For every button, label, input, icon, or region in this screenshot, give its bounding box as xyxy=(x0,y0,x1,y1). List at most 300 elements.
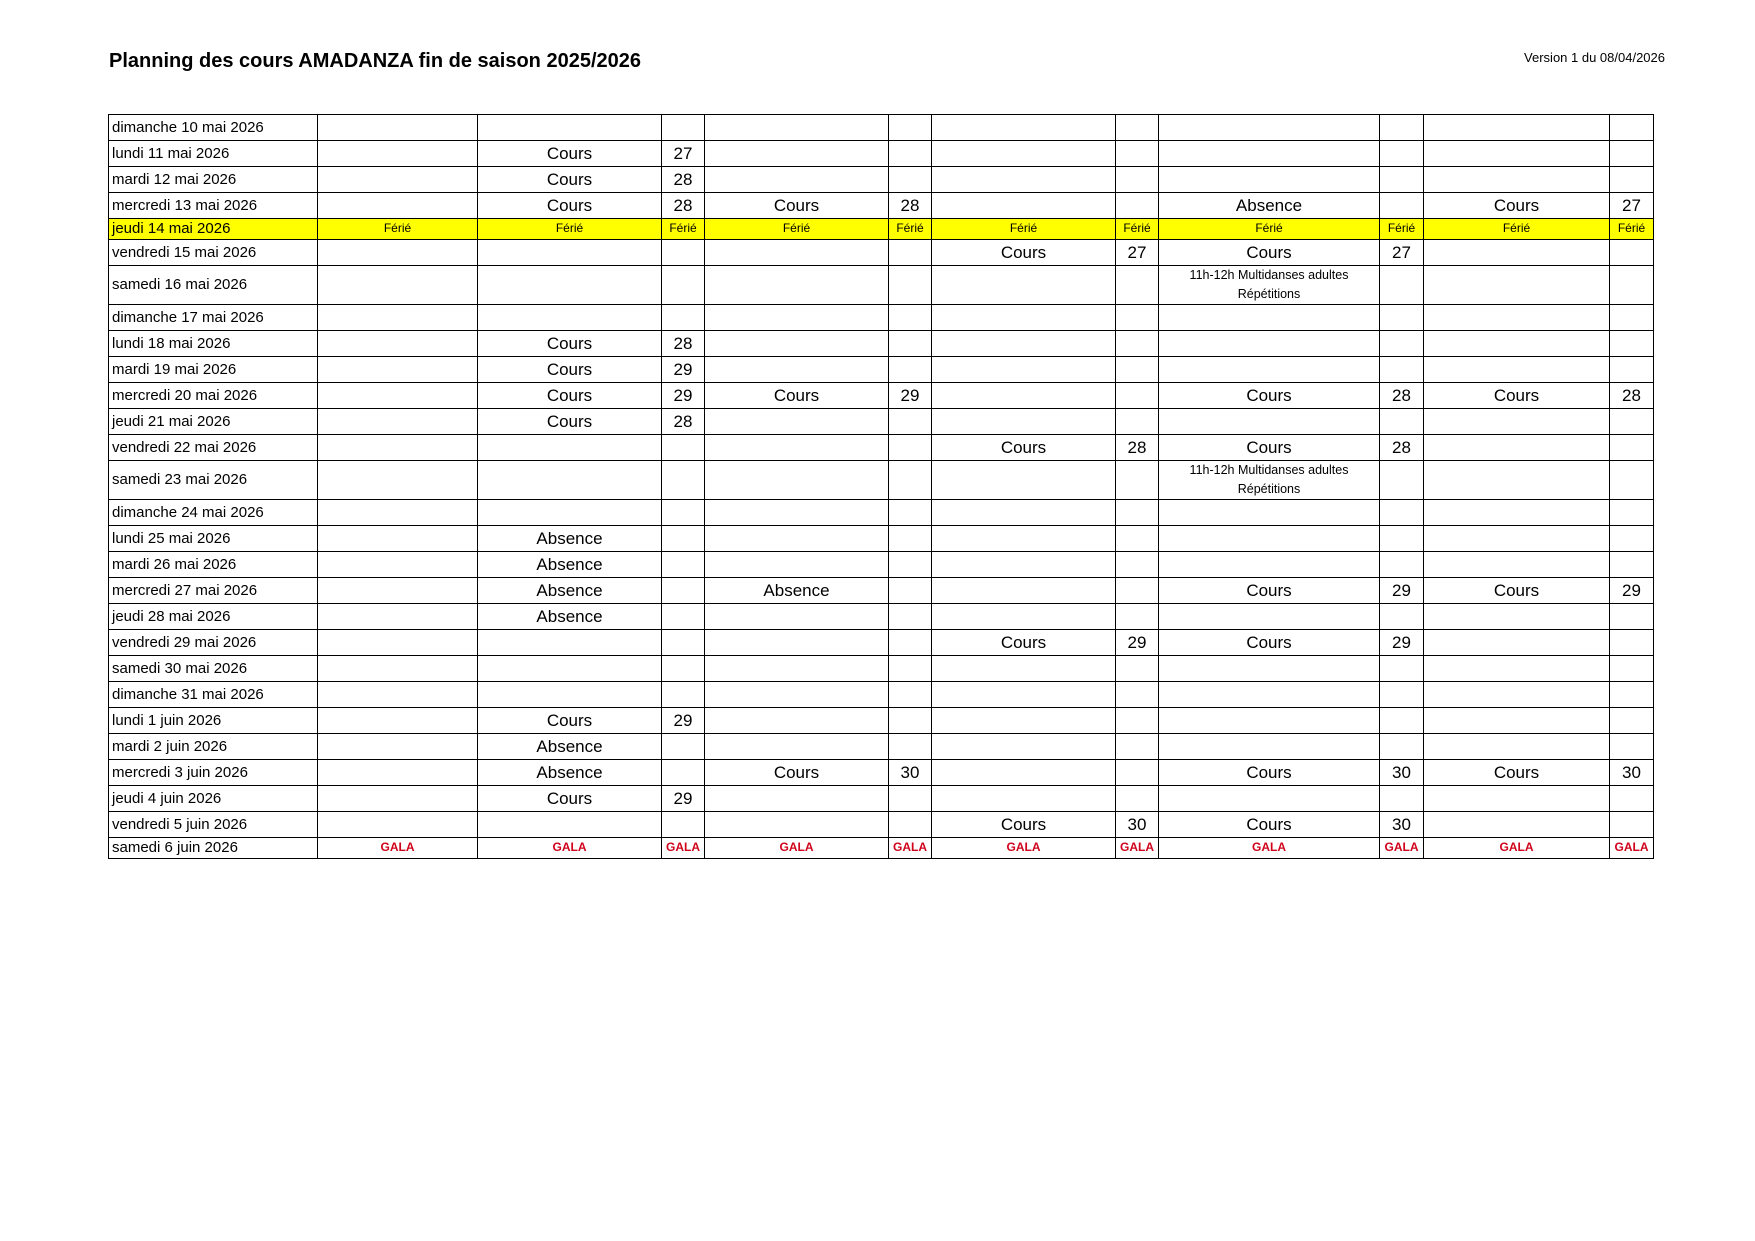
schedule-cell xyxy=(889,552,932,578)
schedule-cell xyxy=(932,409,1116,435)
date-cell: jeudi 14 mai 2026 xyxy=(109,219,318,240)
schedule-cell xyxy=(1116,167,1159,193)
schedule-cell: Cours xyxy=(1159,435,1380,461)
schedule-cell: Cours xyxy=(478,193,662,219)
schedule-cell: Cours xyxy=(705,760,889,786)
schedule-cell: 27 xyxy=(1116,240,1159,266)
schedule-cell xyxy=(932,500,1116,526)
schedule-cell xyxy=(889,461,932,500)
schedule-cell: 28 xyxy=(662,193,705,219)
schedule-cell xyxy=(1610,682,1654,708)
schedule-cell xyxy=(705,435,889,461)
schedule-cell: 27 xyxy=(1610,193,1654,219)
schedule-cell xyxy=(705,357,889,383)
schedule-cell xyxy=(1424,167,1610,193)
schedule-cell: 30 xyxy=(1116,812,1159,838)
schedule-cell xyxy=(932,357,1116,383)
schedule-cell xyxy=(478,500,662,526)
schedule-cell: 28 xyxy=(662,167,705,193)
schedule-cell xyxy=(662,604,705,630)
schedule-cell xyxy=(705,115,889,141)
schedule-cell: 11h-12h Multidanses adultes Répétitions xyxy=(1159,266,1380,305)
schedule-cell xyxy=(932,167,1116,193)
date-cell: dimanche 24 mai 2026 xyxy=(109,500,318,526)
table-row xyxy=(109,240,1654,266)
table-row xyxy=(109,578,1654,604)
schedule-cell xyxy=(705,266,889,305)
schedule-cell xyxy=(889,115,932,141)
schedule-cell xyxy=(932,760,1116,786)
schedule-cell xyxy=(318,656,478,682)
schedule-cell xyxy=(1116,552,1159,578)
schedule-cell xyxy=(1380,461,1424,500)
schedule-cell: Cours xyxy=(932,630,1116,656)
page-title: Planning des cours AMADANZA fin de saison 2025/2026 xyxy=(109,50,641,72)
schedule-cell: GALA xyxy=(1159,838,1380,859)
schedule-cell: 29 xyxy=(1380,578,1424,604)
schedule-cell xyxy=(889,305,932,331)
schedule-cell xyxy=(1159,331,1380,357)
schedule-cell xyxy=(318,708,478,734)
schedule-cell xyxy=(1424,812,1610,838)
date-cell: mardi 26 mai 2026 xyxy=(109,552,318,578)
schedule-cell xyxy=(1159,357,1380,383)
schedule-cell xyxy=(1424,331,1610,357)
schedule-cell: Absence xyxy=(478,526,662,552)
schedule-cell xyxy=(1380,734,1424,760)
schedule-cell xyxy=(1159,604,1380,630)
schedule-cell xyxy=(478,266,662,305)
schedule-cell xyxy=(1610,708,1654,734)
schedule-cell xyxy=(1380,357,1424,383)
schedule-cell: Absence xyxy=(1159,193,1380,219)
date-cell: samedi 30 mai 2026 xyxy=(109,656,318,682)
schedule-cell xyxy=(662,656,705,682)
schedule-cell xyxy=(1380,500,1424,526)
schedule-cell xyxy=(318,409,478,435)
schedule-cell xyxy=(1424,604,1610,630)
schedule-cell xyxy=(1424,409,1610,435)
table-row xyxy=(109,604,1654,630)
schedule-cell: Cours xyxy=(478,167,662,193)
schedule-cell: Cours xyxy=(932,435,1116,461)
schedule-cell xyxy=(1116,760,1159,786)
schedule-cell: 28 xyxy=(889,193,932,219)
schedule-body xyxy=(109,115,1654,859)
schedule-cell xyxy=(662,240,705,266)
table-row xyxy=(109,167,1654,193)
schedule-cell: Absence xyxy=(478,552,662,578)
date-cell: mercredi 20 mai 2026 xyxy=(109,383,318,409)
schedule-cell xyxy=(705,812,889,838)
schedule-cell xyxy=(1424,786,1610,812)
schedule-cell xyxy=(932,656,1116,682)
schedule-cell: GALA xyxy=(889,838,932,859)
schedule-cell: 30 xyxy=(1380,812,1424,838)
date-cell: mercredi 27 mai 2026 xyxy=(109,578,318,604)
schedule-cell xyxy=(1116,656,1159,682)
schedule-cell: Férié xyxy=(1380,219,1424,240)
schedule-cell: 27 xyxy=(662,141,705,167)
schedule-cell xyxy=(318,193,478,219)
schedule-cell xyxy=(478,812,662,838)
version-label: Version 1 du 08/04/2026 xyxy=(1524,50,1665,65)
date-cell: samedi 23 mai 2026 xyxy=(109,461,318,500)
schedule-cell: 29 xyxy=(1116,630,1159,656)
schedule-cell xyxy=(1380,409,1424,435)
table-row xyxy=(109,526,1654,552)
schedule-cell xyxy=(1610,526,1654,552)
schedule-cell xyxy=(705,500,889,526)
schedule-cell xyxy=(1159,409,1380,435)
table-row xyxy=(109,682,1654,708)
schedule-cell xyxy=(318,167,478,193)
schedule-cell xyxy=(1424,266,1610,305)
schedule-cell xyxy=(889,812,932,838)
schedule-cell: GALA xyxy=(478,838,662,859)
date-cell: mardi 12 mai 2026 xyxy=(109,167,318,193)
schedule-cell xyxy=(889,435,932,461)
date-cell: jeudi 28 mai 2026 xyxy=(109,604,318,630)
schedule-cell xyxy=(662,500,705,526)
schedule-cell xyxy=(1159,115,1380,141)
schedule-cell xyxy=(1424,630,1610,656)
date-cell: dimanche 10 mai 2026 xyxy=(109,115,318,141)
table-row xyxy=(109,409,1654,435)
schedule-cell xyxy=(932,786,1116,812)
schedule-cell xyxy=(1116,682,1159,708)
date-cell: lundi 25 mai 2026 xyxy=(109,526,318,552)
schedule-cell xyxy=(478,682,662,708)
schedule-cell xyxy=(662,812,705,838)
schedule-cell xyxy=(1380,656,1424,682)
schedule-cell: 29 xyxy=(662,383,705,409)
schedule-cell: Cours xyxy=(1159,578,1380,604)
schedule-cell xyxy=(1159,682,1380,708)
schedule-cell xyxy=(1116,604,1159,630)
date-cell: vendredi 5 juin 2026 xyxy=(109,812,318,838)
schedule-cell xyxy=(932,552,1116,578)
schedule-cell xyxy=(1159,526,1380,552)
schedule-cell xyxy=(932,461,1116,500)
schedule-cell xyxy=(1159,305,1380,331)
schedule-cell xyxy=(705,409,889,435)
schedule-cell xyxy=(1610,604,1654,630)
schedule-cell: Férié xyxy=(1116,219,1159,240)
schedule-cell xyxy=(932,331,1116,357)
schedule-cell: Cours xyxy=(1159,760,1380,786)
table-row xyxy=(109,812,1654,838)
schedule-cell: 29 xyxy=(662,786,705,812)
schedule-cell xyxy=(705,786,889,812)
schedule-cell xyxy=(889,682,932,708)
schedule-cell xyxy=(1116,305,1159,331)
schedule-cell xyxy=(705,461,889,500)
schedule-cell xyxy=(478,630,662,656)
table-row xyxy=(109,630,1654,656)
table-row xyxy=(109,115,1654,141)
schedule-cell xyxy=(1610,435,1654,461)
schedule-cell: GALA xyxy=(1610,838,1654,859)
schedule-cell xyxy=(889,708,932,734)
schedule-cell xyxy=(1610,240,1654,266)
schedule-cell: Cours xyxy=(478,331,662,357)
schedule-cell xyxy=(662,115,705,141)
schedule-cell xyxy=(1116,526,1159,552)
schedule-cell xyxy=(705,552,889,578)
date-cell: jeudi 4 juin 2026 xyxy=(109,786,318,812)
schedule-cell xyxy=(1116,708,1159,734)
schedule-cell xyxy=(889,656,932,682)
schedule-cell xyxy=(932,383,1116,409)
schedule-cell: Cours xyxy=(1159,630,1380,656)
schedule-cell xyxy=(318,552,478,578)
schedule-cell xyxy=(318,435,478,461)
date-cell: mercredi 3 juin 2026 xyxy=(109,760,318,786)
schedule-cell: Absence xyxy=(478,760,662,786)
schedule-cell xyxy=(932,708,1116,734)
schedule-cell xyxy=(1380,682,1424,708)
schedule-cell xyxy=(318,786,478,812)
schedule-cell xyxy=(1116,383,1159,409)
schedule-cell: Cours xyxy=(1424,578,1610,604)
schedule-cell xyxy=(1380,167,1424,193)
schedule-cell: GALA xyxy=(932,838,1116,859)
schedule-cell xyxy=(889,141,932,167)
schedule-cell xyxy=(318,604,478,630)
schedule-cell: Férié xyxy=(705,219,889,240)
schedule-cell xyxy=(1380,604,1424,630)
schedule-cell: GALA xyxy=(1380,838,1424,859)
schedule-cell xyxy=(705,604,889,630)
schedule-cell: 28 xyxy=(1380,435,1424,461)
schedule-cell: Cours xyxy=(1424,760,1610,786)
schedule-cell xyxy=(1424,115,1610,141)
schedule-cell xyxy=(705,656,889,682)
schedule-cell: Cours xyxy=(478,357,662,383)
schedule-cell xyxy=(889,734,932,760)
schedule-cell: Férié xyxy=(932,219,1116,240)
schedule-cell xyxy=(1424,682,1610,708)
date-cell: vendredi 22 mai 2026 xyxy=(109,435,318,461)
schedule-cell xyxy=(1159,167,1380,193)
table-row xyxy=(109,656,1654,682)
schedule-table xyxy=(108,114,1654,859)
schedule-cell xyxy=(478,435,662,461)
schedule-cell xyxy=(1610,812,1654,838)
date-cell: lundi 11 mai 2026 xyxy=(109,141,318,167)
schedule-cell xyxy=(478,461,662,500)
schedule-cell xyxy=(318,526,478,552)
schedule-cell xyxy=(1610,409,1654,435)
schedule-cell xyxy=(318,383,478,409)
schedule-cell xyxy=(1610,786,1654,812)
schedule-cell xyxy=(1116,266,1159,305)
schedule-cell: GALA xyxy=(1116,838,1159,859)
schedule-cell xyxy=(662,435,705,461)
schedule-cell: 28 xyxy=(1380,383,1424,409)
schedule-cell xyxy=(1116,409,1159,435)
schedule-cell xyxy=(705,734,889,760)
schedule-cell xyxy=(705,305,889,331)
schedule-cell xyxy=(662,552,705,578)
schedule-cell: 28 xyxy=(1116,435,1159,461)
schedule-cell xyxy=(705,141,889,167)
schedule-cell: 29 xyxy=(662,708,705,734)
date-cell: vendredi 29 mai 2026 xyxy=(109,630,318,656)
schedule-cell xyxy=(889,526,932,552)
schedule-cell xyxy=(662,760,705,786)
schedule-cell xyxy=(662,630,705,656)
schedule-cell xyxy=(889,357,932,383)
schedule-cell xyxy=(1610,734,1654,760)
schedule-cell xyxy=(932,578,1116,604)
schedule-cell xyxy=(932,305,1116,331)
schedule-cell: 29 xyxy=(889,383,932,409)
schedule-cell: Férié xyxy=(478,219,662,240)
schedule-cell xyxy=(478,240,662,266)
schedule-cell: 28 xyxy=(662,409,705,435)
schedule-cell xyxy=(1159,552,1380,578)
schedule-cell xyxy=(1424,305,1610,331)
schedule-cell xyxy=(932,682,1116,708)
table-row xyxy=(109,708,1654,734)
schedule-cell xyxy=(1380,266,1424,305)
schedule-cell xyxy=(1159,708,1380,734)
schedule-cell: Férié xyxy=(662,219,705,240)
schedule-cell: Cours xyxy=(478,708,662,734)
schedule-cell: 30 xyxy=(1610,760,1654,786)
schedule-cell xyxy=(1610,305,1654,331)
schedule-cell xyxy=(705,630,889,656)
schedule-cell xyxy=(1116,500,1159,526)
schedule-cell xyxy=(932,141,1116,167)
schedule-cell xyxy=(1116,734,1159,760)
schedule-cell xyxy=(1610,630,1654,656)
schedule-cell: Cours xyxy=(1159,812,1380,838)
table-row xyxy=(109,461,1654,500)
schedule-cell xyxy=(1380,141,1424,167)
schedule-cell: Férié xyxy=(1610,219,1654,240)
schedule-cell xyxy=(1116,461,1159,500)
schedule-cell xyxy=(1610,141,1654,167)
schedule-cell xyxy=(1424,357,1610,383)
schedule-cell xyxy=(932,734,1116,760)
schedule-cell xyxy=(1424,141,1610,167)
schedule-cell xyxy=(932,266,1116,305)
schedule-cell xyxy=(662,266,705,305)
schedule-cell xyxy=(1380,115,1424,141)
table-row xyxy=(109,219,1654,240)
schedule-cell xyxy=(318,812,478,838)
schedule-cell xyxy=(1380,552,1424,578)
schedule-cell xyxy=(1380,526,1424,552)
schedule-cell: GALA xyxy=(705,838,889,859)
date-cell: dimanche 31 mai 2026 xyxy=(109,682,318,708)
schedule-cell xyxy=(318,461,478,500)
schedule-cell xyxy=(1424,526,1610,552)
schedule-cell xyxy=(889,240,932,266)
date-cell: samedi 16 mai 2026 xyxy=(109,266,318,305)
schedule-cell xyxy=(1116,331,1159,357)
schedule-cell xyxy=(889,167,932,193)
table-row xyxy=(109,357,1654,383)
schedule-cell: Férié xyxy=(1424,219,1610,240)
schedule-cell xyxy=(932,193,1116,219)
schedule-cell xyxy=(889,604,932,630)
schedule-cell: Cours xyxy=(1159,240,1380,266)
schedule-cell xyxy=(478,305,662,331)
table-row xyxy=(109,734,1654,760)
schedule-cell xyxy=(1380,786,1424,812)
schedule-cell: Cours xyxy=(932,812,1116,838)
schedule-cell xyxy=(705,708,889,734)
schedule-cell xyxy=(1424,552,1610,578)
schedule-cell xyxy=(1116,578,1159,604)
schedule-cell xyxy=(889,578,932,604)
schedule-cell xyxy=(1159,734,1380,760)
schedule-cell xyxy=(662,682,705,708)
schedule-cell: Absence xyxy=(478,604,662,630)
schedule-cell xyxy=(662,734,705,760)
schedule-cell: Absence xyxy=(705,578,889,604)
date-cell: jeudi 21 mai 2026 xyxy=(109,409,318,435)
schedule-cell xyxy=(1610,461,1654,500)
schedule-cell xyxy=(1610,500,1654,526)
date-cell: mercredi 13 mai 2026 xyxy=(109,193,318,219)
schedule-cell: 30 xyxy=(889,760,932,786)
table-row xyxy=(109,305,1654,331)
table-row xyxy=(109,331,1654,357)
table-row xyxy=(109,838,1654,859)
table-row xyxy=(109,435,1654,461)
schedule-cell xyxy=(662,461,705,500)
schedule-cell xyxy=(1610,266,1654,305)
schedule-cell: 29 xyxy=(662,357,705,383)
schedule-cell xyxy=(318,305,478,331)
schedule-cell xyxy=(1424,461,1610,500)
schedule-cell xyxy=(889,630,932,656)
schedule-cell xyxy=(1610,167,1654,193)
table-row xyxy=(109,786,1654,812)
schedule-cell: Cours xyxy=(705,193,889,219)
schedule-cell: Cours xyxy=(478,786,662,812)
schedule-cell xyxy=(318,682,478,708)
date-cell: mardi 2 juin 2026 xyxy=(109,734,318,760)
schedule-cell xyxy=(1610,552,1654,578)
schedule-cell xyxy=(1116,357,1159,383)
table-row xyxy=(109,383,1654,409)
schedule-cell xyxy=(889,409,932,435)
schedule-cell xyxy=(478,656,662,682)
schedule-cell xyxy=(318,115,478,141)
schedule-cell xyxy=(1424,708,1610,734)
table-row xyxy=(109,266,1654,305)
schedule-cell xyxy=(932,115,1116,141)
table-row xyxy=(109,193,1654,219)
schedule-cell xyxy=(705,331,889,357)
schedule-cell: GALA xyxy=(662,838,705,859)
schedule-cell: 11h-12h Multidanses adultes Répétitions xyxy=(1159,461,1380,500)
schedule-cell xyxy=(1610,331,1654,357)
schedule-cell xyxy=(705,526,889,552)
schedule-cell: Cours xyxy=(1424,383,1610,409)
schedule-cell: 28 xyxy=(1610,383,1654,409)
schedule-cell xyxy=(1380,708,1424,734)
schedule-cell xyxy=(1380,193,1424,219)
schedule-cell xyxy=(1424,656,1610,682)
schedule-cell xyxy=(889,266,932,305)
